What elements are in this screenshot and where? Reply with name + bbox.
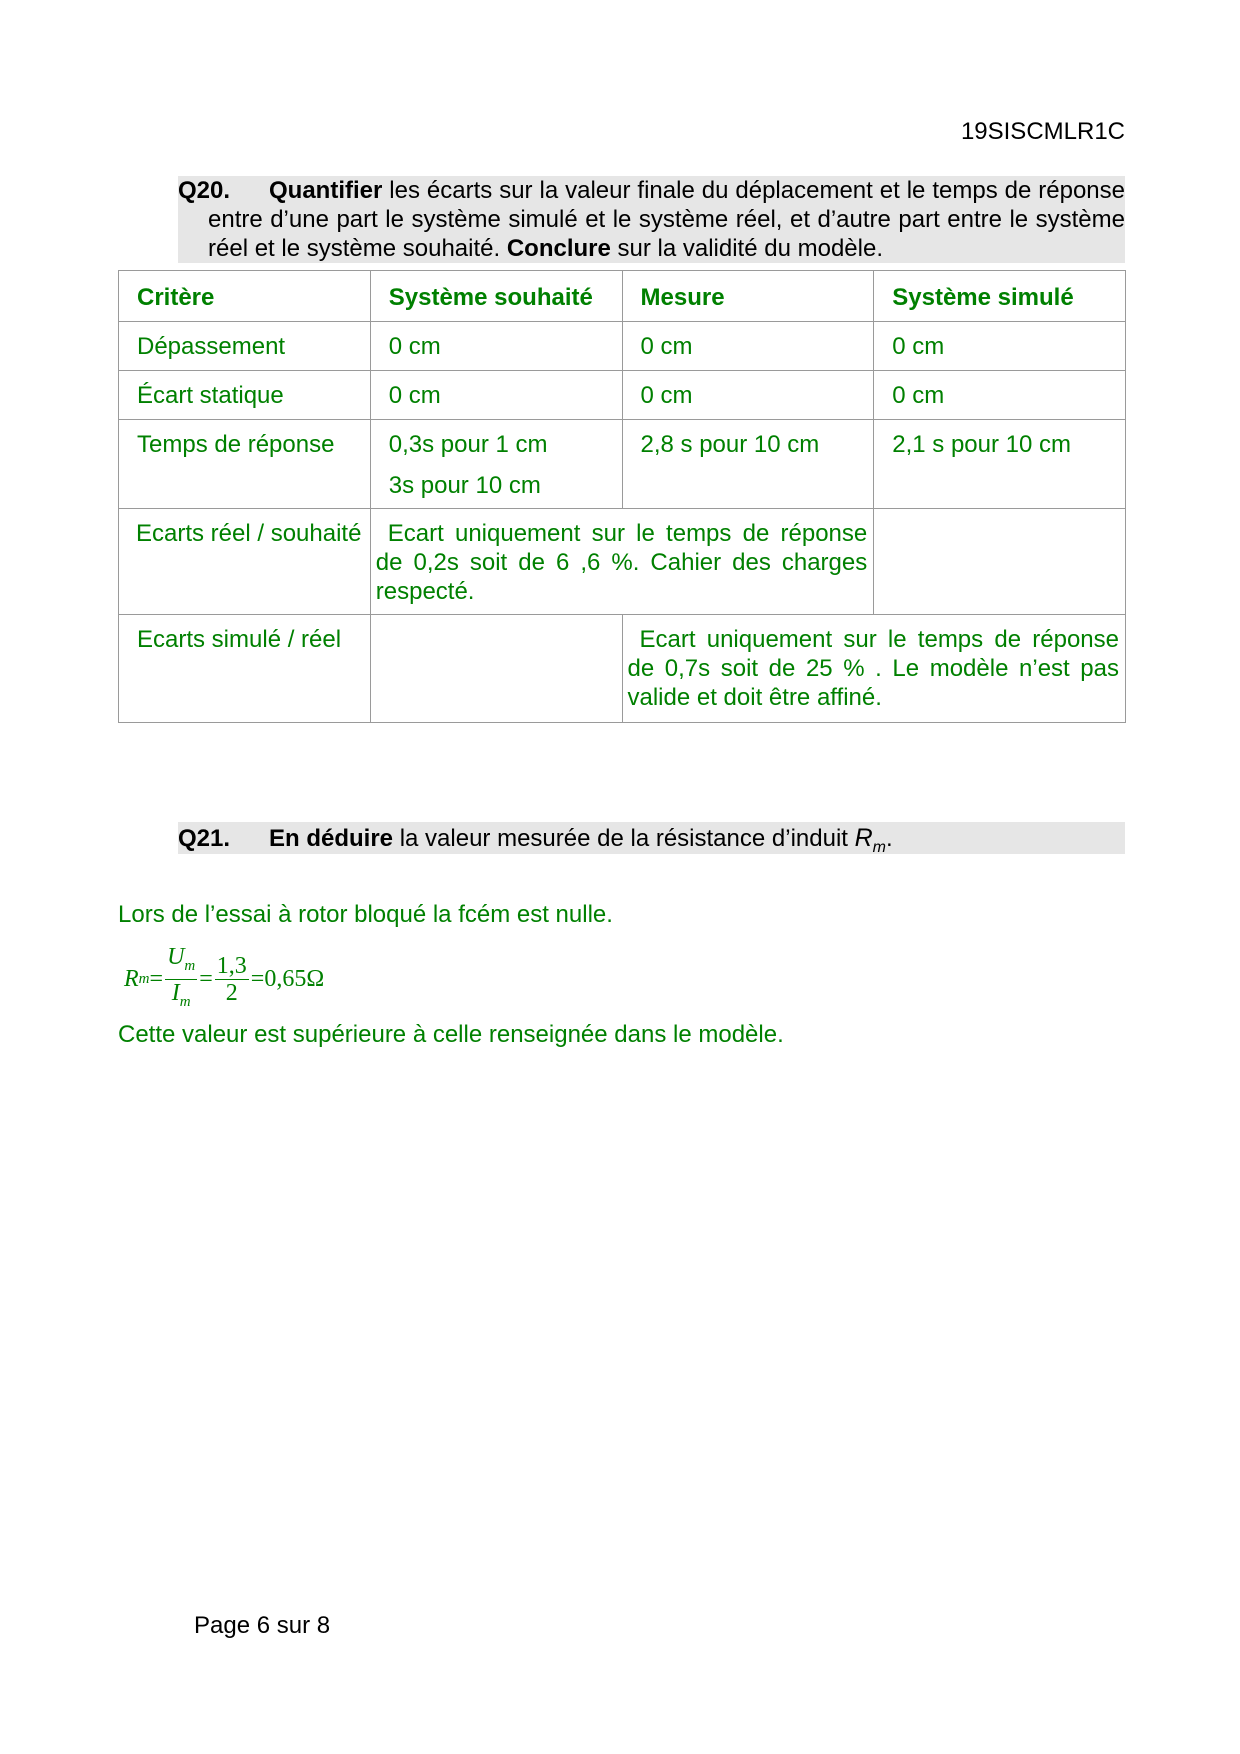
formula-lhs-sub: m bbox=[138, 970, 150, 987]
formula-lhs: R bbox=[124, 965, 139, 992]
table-row-temps-reponse bbox=[119, 420, 1126, 509]
cell-mesure: 2,8 s pour 10 cm bbox=[622, 420, 874, 509]
question-q21 bbox=[178, 822, 1125, 854]
formula-result: 0,65Ω bbox=[264, 965, 325, 992]
cell-souhaite: 0 cm bbox=[370, 322, 622, 371]
q20-number: Q20. bbox=[178, 177, 231, 204]
formula-fraction-2 bbox=[215, 953, 249, 1006]
formula-equals: = bbox=[199, 965, 213, 992]
cell-ecart-simule-text: Ecart uniquement sur le temps de réponse de 0,7s soit de 25 % . Le modèle n’est pas valide et doit être affiné. bbox=[622, 615, 1126, 723]
fraction-2-numerator: 1,3 bbox=[216, 952, 247, 979]
cell-label: Dépassement bbox=[119, 322, 371, 371]
table-row-ecart-statique bbox=[119, 371, 1126, 420]
cell-mesure: 0 cm bbox=[622, 371, 874, 420]
header-systeme-simule: Système simulé bbox=[874, 271, 1126, 322]
q20-text-part2: sur la validité du modèle. bbox=[610, 235, 883, 262]
cell-empty bbox=[370, 615, 622, 723]
cell-ecart-reel-text: Ecart uniquement sur le temps de réponse de 0,2s soit de 6 ,6 %. Cahier des charges respecté. bbox=[370, 509, 874, 615]
criteria-table bbox=[118, 270, 1126, 723]
cell-simule: 2,1 s pour 10 cm bbox=[874, 420, 1126, 509]
header-mesure: Mesure bbox=[622, 271, 874, 322]
table-row-depassement bbox=[119, 322, 1126, 371]
fraction-1-denominator bbox=[170, 980, 193, 1015]
cell-label: Ecarts réel / souhaité bbox=[119, 509, 371, 615]
answer-line1: Lors de l’essai à rotor bloqué la fcém est nulle. bbox=[118, 901, 613, 928]
answer-line2: Cette valeur est supérieure à celle renseignée dans le modèle. bbox=[118, 1021, 784, 1048]
table-header-row bbox=[119, 271, 1126, 322]
question-q20 bbox=[178, 176, 1125, 263]
fraction-1-numerator bbox=[165, 944, 197, 980]
page-number: Page 6 sur 8 bbox=[194, 1612, 331, 1639]
q21-symbol-sub: m bbox=[872, 838, 886, 856]
numerator-sub: m bbox=[184, 957, 196, 974]
cell-simule: 0 cm bbox=[874, 371, 1126, 420]
denominator-symbol: I bbox=[171, 979, 180, 1006]
q21-text: la valeur mesurée de la résistance d’induit bbox=[393, 825, 855, 852]
formula-equals: = bbox=[149, 965, 164, 992]
cell-souhaite: 0 cm bbox=[370, 371, 622, 420]
q21-number: Q21. bbox=[178, 825, 231, 852]
cell-souhaite bbox=[370, 420, 622, 509]
souhaite-line2: 3s pour 10 cm bbox=[388, 472, 541, 499]
cell-label: Écart statique bbox=[119, 371, 371, 420]
q21-verb: En déduire bbox=[269, 825, 394, 852]
q20-verb: Quantifier bbox=[269, 177, 383, 204]
formula-equals: = bbox=[250, 965, 265, 992]
formula-rm bbox=[124, 944, 324, 1015]
souhaite-line1: 0,3s pour 1 cm bbox=[388, 431, 548, 458]
document-code: 19SISCMLR1C bbox=[960, 118, 1125, 145]
q20-verb2: Conclure bbox=[506, 235, 611, 262]
cell-simule: 0 cm bbox=[874, 322, 1126, 371]
cell-label: Temps de réponse bbox=[119, 420, 371, 509]
q20-text-part1: les écarts sur la valeur finale du déplacement et le temps de réponse entre d’une part le système simulé et le système réel, et d’autre part entre le système réel et le système souhaité. bbox=[208, 177, 1125, 262]
cell-empty bbox=[874, 509, 1126, 615]
q21-symbol: R bbox=[854, 824, 873, 852]
table-row-ecarts-reel-souhaite bbox=[119, 509, 1126, 615]
table-row-ecarts-simule-reel bbox=[119, 615, 1126, 723]
numerator-symbol: U bbox=[167, 944, 185, 970]
header-systeme-souhaite: Système souhaité bbox=[370, 271, 622, 322]
formula-fraction-1 bbox=[165, 944, 197, 1015]
q21-end: . bbox=[886, 825, 893, 852]
cell-label: Ecarts simulé / réel bbox=[119, 615, 371, 723]
header-critere: Critère bbox=[119, 271, 371, 322]
fraction-2-denominator: 2 bbox=[225, 979, 238, 1006]
cell-mesure: 0 cm bbox=[622, 322, 874, 371]
q20-text bbox=[178, 176, 1125, 263]
denominator-sub: m bbox=[179, 993, 191, 1010]
